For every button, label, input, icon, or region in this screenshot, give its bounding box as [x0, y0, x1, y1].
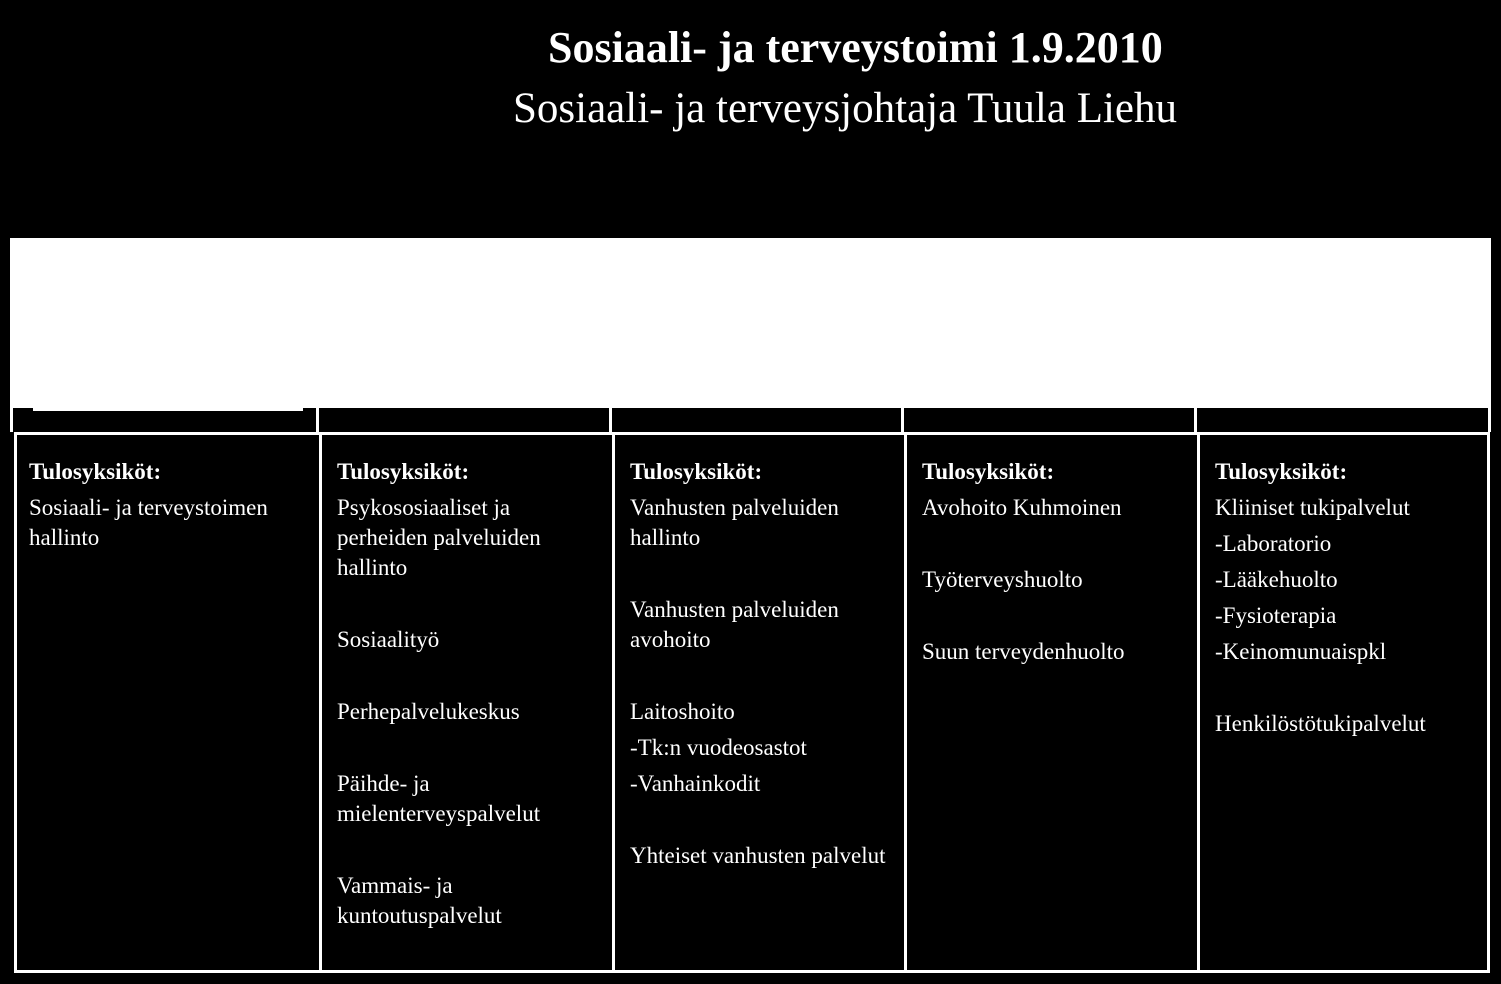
- unit-item: Yhteiset vanhusten palvelut: [630, 843, 886, 868]
- unit-item: Psykososiaaliset ja perheiden palveluiden hallinto: [337, 495, 541, 580]
- unit-item: Suun terveydenhuolto: [922, 639, 1125, 664]
- unit-item: Vanhusten palveluiden avohoito: [630, 597, 839, 652]
- column-heading: Tulosyksiköt:: [337, 459, 470, 484]
- column-heading: Tulosyksiköt:: [29, 459, 162, 484]
- unit-column-psychosocial: [322, 435, 615, 970]
- unit-column-elderly: [615, 435, 907, 970]
- unit-item: Sosiaali- ja terveystoimen hallinto: [29, 495, 268, 550]
- unit-subitem: -Vanhainkodit: [630, 771, 761, 796]
- separator-tick: [609, 408, 612, 432]
- separator-tick: [316, 408, 319, 432]
- column-heading: Tulosyksiköt:: [630, 459, 763, 484]
- unit-item: Avohoito Kuhmoinen: [922, 495, 1122, 520]
- header-separator: [10, 408, 1491, 432]
- unit-subitem: -Tk:n vuodeosastot: [630, 735, 807, 760]
- units-table: [14, 432, 1490, 973]
- separator-tick: [1194, 408, 1197, 432]
- unit-item: Sosiaalityö: [337, 627, 440, 652]
- separator-tick: [901, 408, 904, 432]
- unit-item: Laitoshoito: [630, 699, 735, 724]
- unit-item: Vammais- ja kuntoutuspalvelut: [337, 873, 502, 928]
- unit-column-support: [1200, 435, 1487, 970]
- separator-notch: [33, 408, 303, 411]
- page-title: Sosiaali- ja terveystoimi 1.9.2010: [548, 23, 1163, 72]
- unit-subitem: -Laboratorio: [1215, 531, 1332, 556]
- org-header-band: [10, 238, 1491, 408]
- unit-item: Päihde- ja mielenterveyspalvelut: [337, 771, 541, 826]
- unit-item: Vanhusten palveluiden hallinto: [630, 495, 839, 550]
- unit-column-administration: [17, 435, 322, 970]
- unit-subitem: -Fysioterapia: [1215, 603, 1337, 628]
- column-heading: Tulosyksiköt:: [1215, 459, 1348, 484]
- unit-item: Perhepalvelukeskus: [337, 699, 520, 724]
- unit-item: Henkilöstötukipalvelut: [1215, 711, 1426, 736]
- column-heading: Tulosyksiköt:: [922, 459, 1055, 484]
- unit-item: Työterveyshuolto: [922, 567, 1083, 592]
- unit-subitem: -Keinomunuaispkl: [1215, 639, 1387, 664]
- unit-subitem: -Lääkehuolto: [1215, 567, 1338, 592]
- unit-item: Kliiniset tukipalvelut: [1215, 495, 1410, 520]
- unit-column-health: [907, 435, 1200, 970]
- page-subtitle: Sosiaali- ja terveysjohtaja Tuula Liehu: [513, 85, 1178, 132]
